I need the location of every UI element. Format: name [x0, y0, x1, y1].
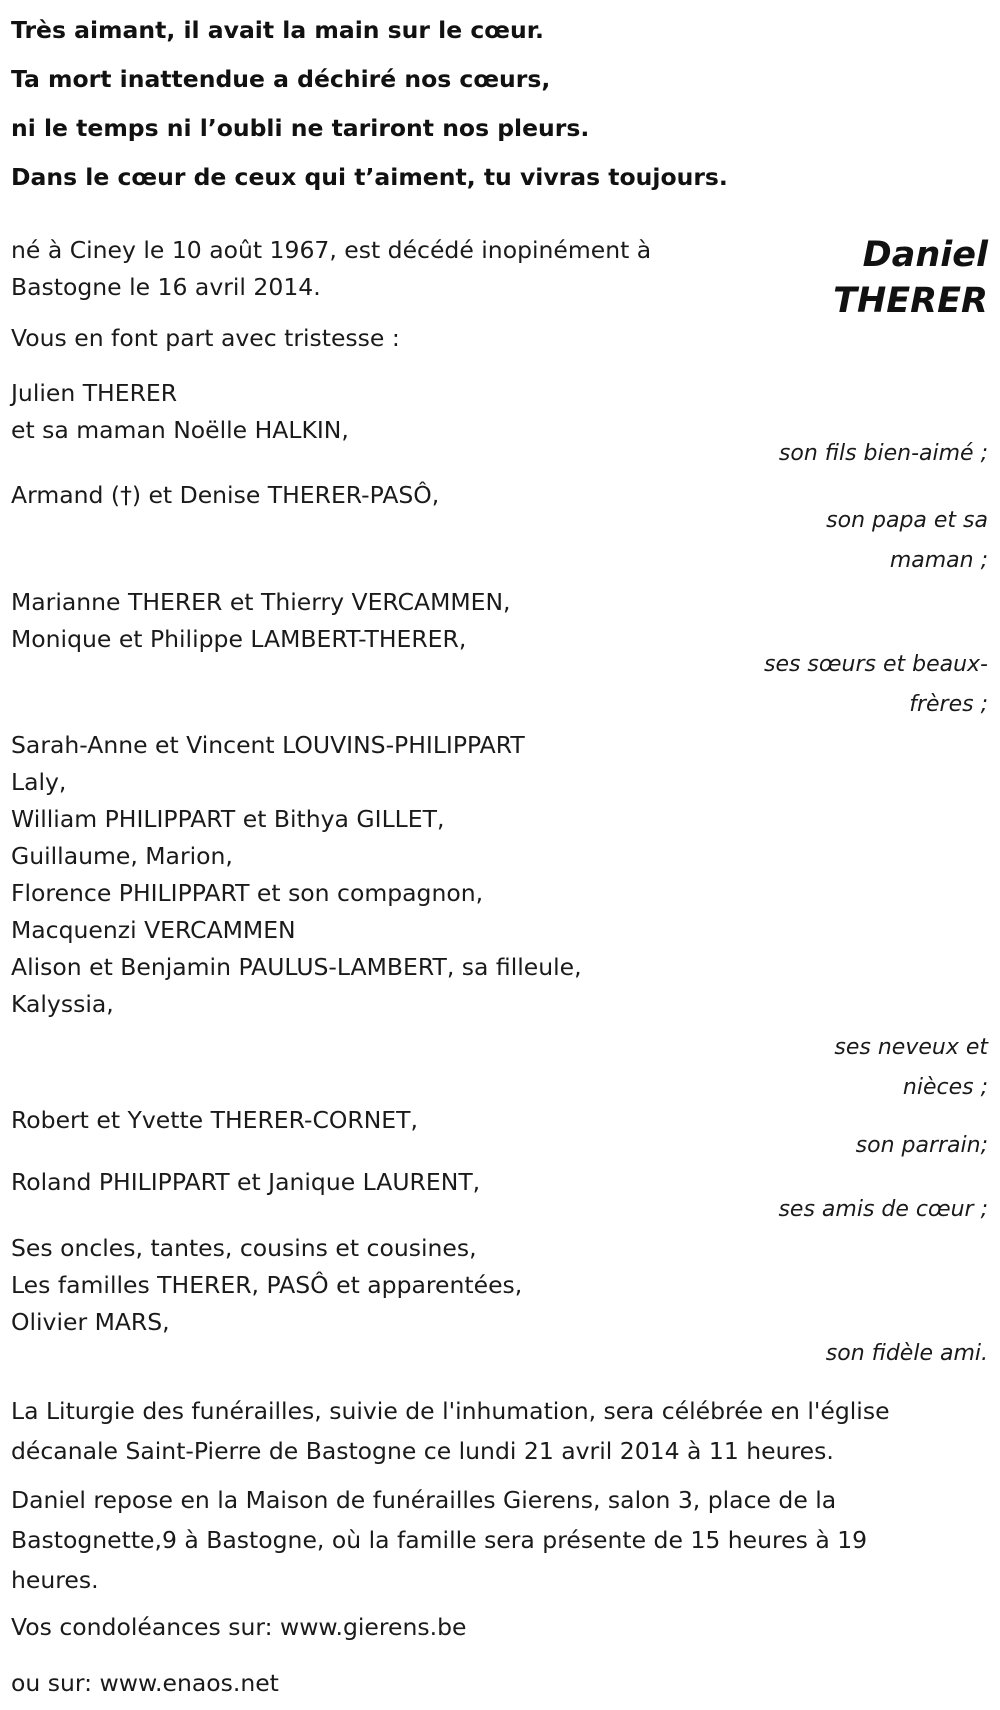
- family-line: Robert et Yvette THERER-CORNET,: [11, 1106, 418, 1134]
- rest-line: Bastognette,9 à Bastogne, où la famille sera présente de 15 heures à 19: [11, 1526, 868, 1554]
- relation-nephews: [834, 1028, 988, 1108]
- intro-line: Bastogne le 16 avril 2014.: [11, 273, 321, 301]
- relation-friends: ses amis de cœur ;: [778, 1197, 988, 1222]
- family-line: Sarah-Anne et Vincent LOUVINS-PHILIPPART: [11, 731, 525, 759]
- family-others: [11, 1230, 522, 1341]
- birth-death-statement: [11, 232, 651, 306]
- family-line: Armand (†) et Denise THERER-PASÔ,: [11, 481, 440, 509]
- relation-parents: [826, 501, 988, 581]
- relation-son: son fils bien-aimé ;: [778, 441, 988, 466]
- family-line: Kalyssia,: [11, 990, 114, 1018]
- ceremony-line: décanale Saint-Pierre de Bastogne ce lundi 21 avril 2014 à 11 heures.: [11, 1437, 834, 1465]
- family-son: [11, 375, 349, 449]
- family-line: Marianne THERER et Thierry VERCAMMEN,: [11, 588, 511, 616]
- deceased-name: [833, 232, 988, 324]
- family-line: Olivier MARS,: [11, 1308, 170, 1336]
- verse-line: Ta mort inattendue a déchiré nos cœurs,: [11, 65, 551, 93]
- family-line: William PHILIPPART et Bithya GILLET,: [11, 805, 445, 833]
- relation-line: frères ;: [909, 692, 988, 717]
- verse-line: Dans le cœur de ceux qui t’aiment, tu vivras toujours.: [11, 163, 728, 191]
- family-line: Laly,: [11, 768, 67, 796]
- family-line: et sa maman Noëlle HALKIN,: [11, 416, 349, 444]
- relation-godfather: son parrain;: [855, 1133, 988, 1158]
- rest-line: Daniel repose en la Maison de funérailles Gierens, salon 3, place de la: [11, 1486, 837, 1514]
- relation-line: ses neveux et: [834, 1035, 988, 1060]
- family-line: Guillaume, Marion,: [11, 842, 233, 870]
- family-line: Florence PHILIPPART et son compagnon,: [11, 879, 484, 907]
- relation-line: ses sœurs et beaux-: [763, 652, 988, 677]
- relation-others: son fidèle ami.: [825, 1341, 988, 1366]
- relation-line: maman ;: [889, 548, 988, 573]
- resting-place-info: [11, 1480, 867, 1600]
- ceremony-line: La Liturgie des funérailles, suivie de l'inhumation, sera célébrée en l'église: [11, 1397, 890, 1425]
- verse-line: Très aimant, il avait la main sur le cœur.: [11, 16, 544, 44]
- relation-sisters: [764, 645, 988, 725]
- deceased-last-name: THERER: [833, 281, 988, 321]
- family-line: Macquenzi VERCAMMEN: [11, 916, 296, 944]
- family-godfather: [11, 1102, 418, 1139]
- relation-line: nièces ;: [902, 1075, 988, 1100]
- opening-verse: [11, 6, 991, 202]
- family-line: Monique et Philippe LAMBERT-THERER,: [11, 625, 467, 653]
- family-line: Ses oncles, tantes, cousins et cousines,: [11, 1234, 477, 1262]
- family-line: Roland PHILIPPART et Janique LAURENT,: [11, 1168, 481, 1196]
- family-friends: [11, 1164, 480, 1201]
- relation-line: son papa et sa: [826, 508, 988, 533]
- intro-line: né à Ciney le 10 août 1967, est décédé inopinément à: [11, 236, 652, 264]
- rest-line: heures.: [11, 1566, 99, 1594]
- ceremony-info: [11, 1391, 890, 1471]
- family-sisters: [11, 584, 511, 658]
- family-parents: [11, 477, 439, 514]
- condolences-gierens: Vos condoléances sur: www.gierens.be: [11, 1613, 467, 1641]
- deceased-first-name: Daniel: [862, 235, 988, 275]
- family-line: Julien THERER: [11, 379, 178, 407]
- family-line: Alison et Benjamin PAULUS-LAMBERT, sa filleule,: [11, 953, 582, 981]
- verse-line: ni le temps ni l’oubli ne tariront nos pleurs.: [11, 114, 590, 142]
- family-nephews: [11, 727, 582, 1023]
- announcement: Vous en font part avec tristesse :: [11, 324, 400, 352]
- family-line: Les familles THERER, PASÔ et apparentées,: [11, 1271, 523, 1299]
- condolences-enaos: ou sur: www.enaos.net: [11, 1669, 279, 1697]
